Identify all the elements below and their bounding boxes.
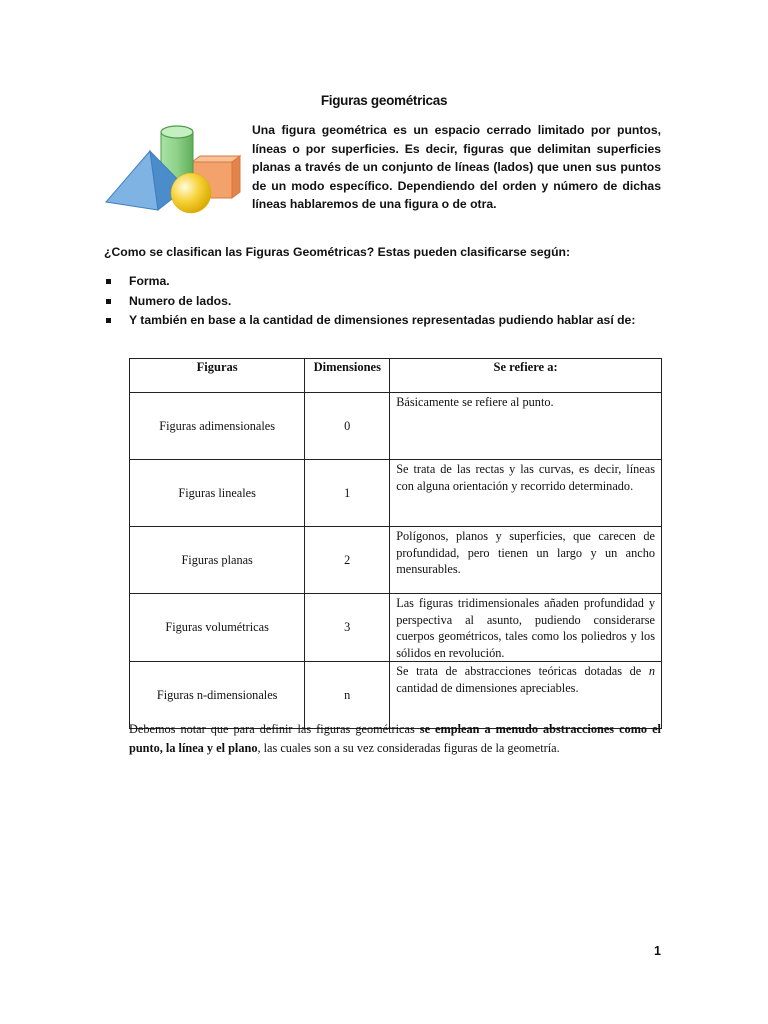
cell-figure-name: Figuras n-dimensionales — [130, 662, 305, 729]
intro-emphasis: conjunto de líneas — [381, 160, 490, 174]
note-emphasis: se emplean a menudo abstracciones como el punto, la línea y el plano — [129, 722, 661, 755]
list-item: Forma. — [104, 272, 635, 292]
cell-dimension: 2 — [305, 527, 390, 594]
cell-dimension: 3 — [305, 594, 390, 662]
cell-description: Polígonos, planos y superficies, que carecen de profundidad, pero tienen un largo y un ancho mensurables. — [390, 527, 662, 594]
classification-question: ¿Como se clasifican las Figuras Geométricas? Estas pueden clasificarse según: — [104, 245, 571, 259]
description-text: cantidad de dimensiones apreciables. — [396, 680, 579, 695]
table-row — [130, 393, 662, 460]
list-item: Y también en base a la cantidad de dimensiones representadas pudiendo hablar así de: — [104, 311, 635, 331]
table-row — [130, 460, 662, 527]
cell-description: Se trata de las rectas y las curvas, es decir, líneas con alguna orientación y recorrido determinado. — [390, 460, 662, 527]
intro-text: Una figura geométrica es un espacio cerrado limitado por puntos, líneas o por superficies. Es decir, — [252, 123, 661, 156]
dimensions-table — [129, 358, 662, 729]
sphere-shape — [171, 173, 211, 213]
closing-note — [129, 720, 661, 758]
table-header-row — [130, 359, 662, 393]
cell-dimension: n — [305, 662, 390, 729]
cell-figure-name: Figuras planas — [130, 527, 305, 594]
description-italic: n — [648, 664, 655, 678]
cell-description: Las figuras tridimensionales añaden profundidad y perspectiva al asunto, pudiendo considerarse cuerpos geométricos, tales como los poliedros y los sólidos en revolución. — [390, 594, 662, 662]
description-text: Se trata de abstracciones teóricas dotadas de — [396, 664, 649, 678]
intro-text: a través de un — [290, 160, 382, 174]
classification-list — [104, 272, 635, 331]
table-row — [130, 662, 662, 729]
cell-description — [390, 662, 662, 729]
header-dimensiones: Dimensiones — [305, 359, 390, 393]
cell-dimension: 0 — [305, 393, 390, 460]
table-row — [130, 527, 662, 594]
intro-paragraph — [252, 121, 661, 214]
geometric-shapes-illustration — [104, 118, 244, 218]
note-text: , las cuales son a su vez consideradas figuras de la geometría. — [257, 741, 560, 755]
note-text: Debemos notar que para definir las figuras geométricas — [129, 722, 420, 736]
header-figuras: Figuras — [130, 359, 305, 393]
page-title: Figuras geométricas — [320, 93, 448, 108]
table-row — [130, 594, 662, 662]
cell-figure-name: Figuras volumétricas — [130, 594, 305, 662]
cell-figure-name: Figuras lineales — [130, 460, 305, 527]
header-se-refiere: Se refiere a: — [390, 359, 662, 393]
cell-figure-name: Figuras adimensionales — [130, 393, 305, 460]
intro-text: (lados) que unen sus puntos de un modo específico. Dependiendo del orden y número de dichas líneas hablaremos de una figura o de otra. — [252, 160, 661, 211]
cell-description: Básicamente se refiere al punto. — [390, 393, 662, 460]
intro-emphasis: figuras que delimitan superficies planas — [252, 141, 662, 174]
list-item: Numero de lados. — [104, 292, 635, 312]
cell-dimension: 1 — [305, 460, 390, 527]
page-number: 1 — [654, 944, 661, 958]
